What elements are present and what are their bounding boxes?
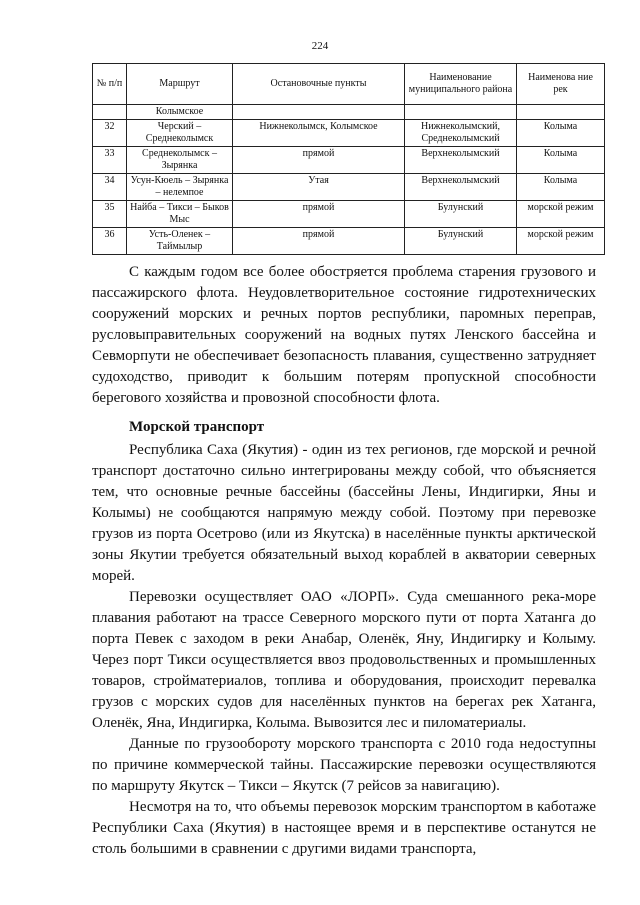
table-row <box>93 147 605 174</box>
cell-stops: Утая <box>233 174 405 201</box>
cell-district: Верхнеколымский <box>405 147 517 174</box>
cell-route: Черский – Среднеколымск <box>127 120 233 147</box>
cell-district: Булунский <box>405 201 517 228</box>
header-route: Маршрут <box>127 64 233 105</box>
cell-route: Усть-Оленек – Таймылыр <box>127 228 233 255</box>
paragraph-lorp: Перевозки осуществляет ОАО «ЛОРП». Суда смешанного река-море плавания работают на трассе Северного морского пути от порта Хатанга до порта Певек с заходом в реки Анабар, Оленёк, Яну, Индигирку и Колыму. Через порт Тикси осуществляется ввоз продовольственных и промышленных товаров, стройматериалов, топлива и оборудования, происходит перевалка грузов с морских судов для населённых пунктов на берегах рек Хатанга, Оленёк, Яна, Индигирка, Колыма. Вывозится лес и пиломатериалы. <box>92 589 596 731</box>
cell-district <box>405 105 517 120</box>
cell-river <box>517 105 605 120</box>
table-row <box>93 201 605 228</box>
body-text <box>92 262 596 860</box>
table-row <box>93 174 605 201</box>
table-row <box>93 228 605 255</box>
cell-no <box>93 105 127 120</box>
header-river: Наименова ние рек <box>517 64 605 105</box>
header-stops: Остановочные пункты <box>233 64 405 105</box>
cell-route: Колымское <box>127 105 233 120</box>
header-district: Наименование муниципального района <box>405 64 517 105</box>
cell-route: Найба – Тикси – Быков Мыс <box>127 201 233 228</box>
cell-district: Верхнеколымский <box>405 174 517 201</box>
cell-route: Усун-Кюель – Зырянка – нелемпое <box>127 174 233 201</box>
cell-no: 32 <box>93 120 127 147</box>
cell-stops: Нижнеколымск, Колымское <box>233 120 405 147</box>
cell-river: Колыма <box>517 174 605 201</box>
cell-river: морской режим <box>517 201 605 228</box>
routes-table <box>92 63 605 255</box>
cell-stops: прямой <box>233 228 405 255</box>
cell-route: Среднеколымск – Зырянка <box>127 147 233 174</box>
paragraph-cargo-data: Данные по грузообороту морского транспорта с 2010 года недоступны по причине коммерческой тайны. Пассажирские перевозки осуществляются по маршруту Якутск – Тикси – Якутск (7 рейсов за навигацию). <box>92 736 596 794</box>
table-row <box>93 120 605 147</box>
table-header-row <box>93 64 605 105</box>
header-no: № п/п <box>93 64 127 105</box>
cell-stops: прямой <box>233 201 405 228</box>
cell-no: 34 <box>93 174 127 201</box>
cell-stops <box>233 105 405 120</box>
cell-no: 35 <box>93 201 127 228</box>
paragraph-fleet-aging: С каждым годом все более обостряется проблема старения грузового и пассажирского флота. Неудовлетворительное состояние гидротехнических сооружений морских и речных портов республики, паромных переправ, русловыправительных сооружений на водных путях Ленского бассейна и Севморпути не обеспечивает безопасность плавания, существенно затрудняет судоходство, приводит к большим потерям пропускной способности берегового хозяйства и провозной способности флота. <box>92 264 596 406</box>
cell-river: Колыма <box>517 147 605 174</box>
paragraph-integration: Республика Саха (Якутия) - один из тех регионов, где морской и речной транспорт достаточно сильно интегрированы между собой, что объясняется тем, что основные речные бассейны (бассейны Лены, Индигирки, Яны и Колымы) не сообщаются напрямую между собой. Поэтому при перевозке грузов из порта Осетрово (или из Якутска) в населённые пункты арктической зоны Якутии требуется обязательный выход кораблей в акватории северных морей. <box>92 442 596 584</box>
cell-district: Нижнеколымский, Среднеколымский <box>405 120 517 147</box>
table-row-continuation <box>93 105 605 120</box>
paragraph-cabotage: Несмотря на то, что объемы перевозок морским транспортом в каботаже Республики Саха (Якутия) в настоящее время и в перспективе останутся не столь большими в сравнении с другими видами транспорта, <box>92 799 596 857</box>
cell-district: Булунский <box>405 228 517 255</box>
cell-no: 36 <box>93 228 127 255</box>
cell-river: морской режим <box>517 228 605 255</box>
section-heading: Морской транспорт <box>129 419 265 435</box>
cell-no: 33 <box>93 147 127 174</box>
cell-stops: прямой <box>233 147 405 174</box>
cell-river: Колыма <box>517 120 605 147</box>
page-number: 224 <box>311 40 329 52</box>
